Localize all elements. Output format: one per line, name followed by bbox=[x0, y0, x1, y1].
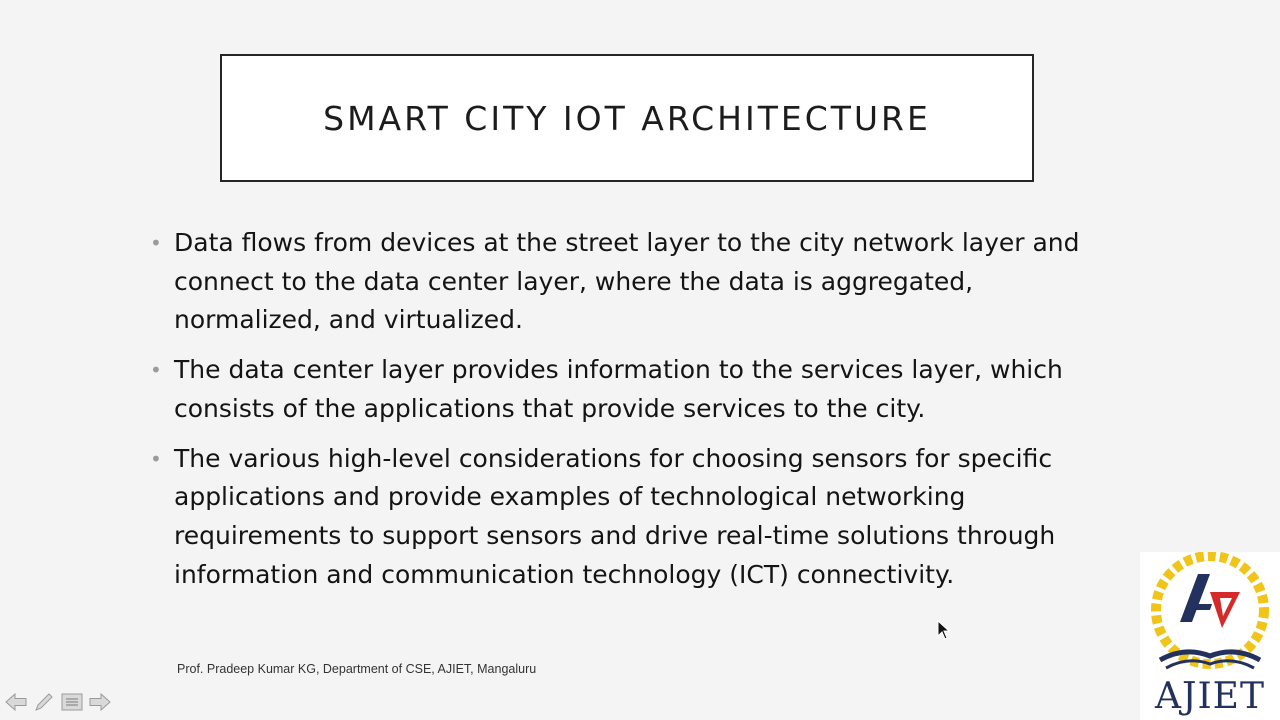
bullet-text: The various high-level considerations for choosing sensors for specific applications and provide examples of technological networking requirements to support sensors and drive real-time solutions through information and communication technology (ICT) connectivity. bbox=[174, 443, 1056, 589]
ajiet-emblem-icon bbox=[1140, 552, 1280, 682]
menu-icon bbox=[61, 693, 83, 711]
arrow-left-icon bbox=[5, 693, 27, 711]
slide-menu-button[interactable] bbox=[60, 690, 84, 714]
slide-title: SMART CITY IOT ARCHITECTURE bbox=[323, 98, 931, 138]
title-box bbox=[220, 54, 1034, 182]
bullet-item bbox=[150, 224, 1100, 340]
previous-slide-button[interactable] bbox=[4, 690, 28, 714]
bullet-dot-icon: • bbox=[150, 231, 162, 255]
logo-text: AJIET bbox=[1155, 676, 1265, 717]
bullet-item bbox=[150, 440, 1100, 595]
bullet-text: Data flows from devices at the street layer to the city network layer and connect to the data center layer, where the data is aggregated, normalized, and virtualized. bbox=[174, 228, 1080, 335]
pen-tool-button[interactable] bbox=[32, 690, 56, 714]
bullet-dot-icon: • bbox=[150, 446, 162, 471]
bullet-text: The data center layer provides information to the services layer, which consists of the applications that provide services to the city. bbox=[174, 355, 1063, 423]
ajiet-logo bbox=[1140, 552, 1280, 720]
arrow-right-icon bbox=[89, 693, 111, 711]
pen-icon bbox=[33, 691, 55, 713]
slide-footer: Prof. Pradeep Kumar KG, Department of CSE, AJIET, Mangaluru bbox=[177, 662, 537, 676]
mouse-cursor-icon bbox=[937, 620, 951, 640]
bullet-dot-icon: • bbox=[150, 358, 162, 383]
bullet-list bbox=[150, 224, 1100, 605]
bullet-item bbox=[150, 351, 1100, 428]
slideshow-nav bbox=[4, 690, 112, 714]
next-slide-button[interactable] bbox=[88, 690, 112, 714]
